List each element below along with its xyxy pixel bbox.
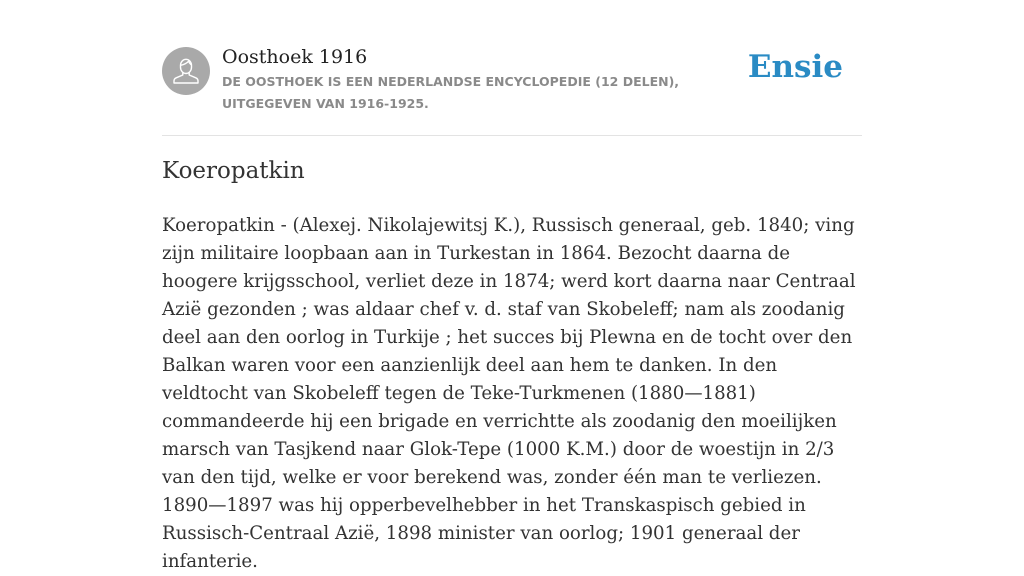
article-body: Koeropatkin - (Alexej. Nikolajewitsj K.), Russisch generaal, geb. 1840; ving zijn militaire loopbaan aan in Turkestan in 1864. Bezocht daarna de hoogere krijgsschool, verliet deze in 1874; werd kort daarna naar Centraal Azië gezonden ; was aldaar chef v. d. staf van Skobeleff; nam als zoodanig deel aan den oorlog in Turkije ; het succes bij Plewna en de tocht over den Balkan waren voor een aanzienlijk deel aan hem te danken. In den veldtocht van Skobeleff tegen de Teke-Turkmenen (1880—1881) commandeerde hij een brigade en verrichtte als zoodanig den moeilijken marsch van Tasjkend naar Glok-Tepe (1000 K.M.) door de woestijn in 2/3 van den tijd, welke er voor berekend was, zonder één man te verliezen. 1890—1897 was hij opperbevelhebber in het Transkaspisch gebied in Russisch-Centraal Azië, 1898 minister van oorlog; 1901 generaal der infanterie. (162, 215, 856, 572)
source-header (162, 44, 862, 136)
user-icon[interactable] (162, 47, 210, 95)
article-title: Koeropatkin (162, 158, 305, 184)
brand-logo[interactable]: Ensie (747, 49, 843, 85)
source-description: DE OOSTHOEK IS EEN NEDERLANDSE ENCYCLOPEDIE (12 DELEN), UITGEGEVEN VAN 1916-1925. (222, 74, 680, 111)
source-title[interactable]: Oosthoek 1916 (222, 46, 368, 68)
